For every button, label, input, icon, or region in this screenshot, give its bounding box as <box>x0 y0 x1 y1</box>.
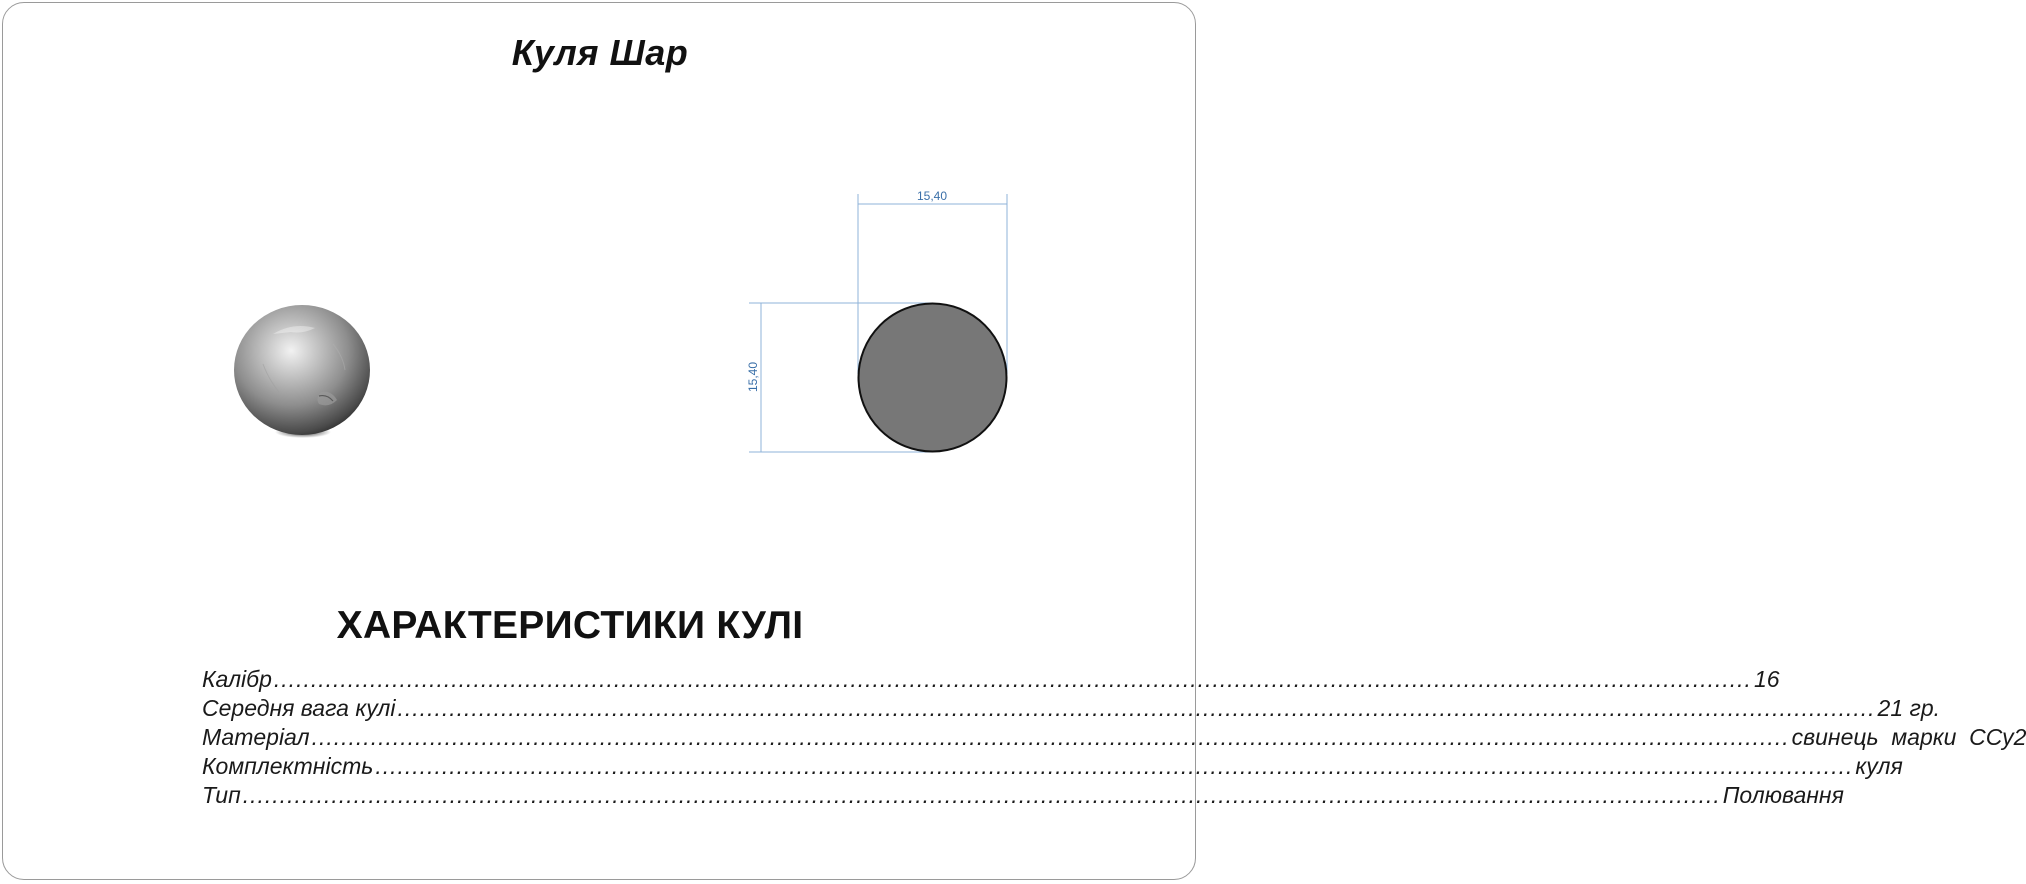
spec-row-material <box>202 724 2026 753</box>
dot-leader: ........................................................................................................................................................................................................ <box>375 753 1854 779</box>
spec-value: Полювання <box>1722 782 1844 808</box>
spec-label: Калібр <box>202 666 272 692</box>
dot-leader: ........................................................................................................................................................................................................ <box>273 666 1752 692</box>
product-title: Куля Шар <box>511 32 689 73</box>
spec-label: Тип <box>202 782 241 808</box>
spec-value: куля <box>1855 753 1903 779</box>
spec-value: 16 <box>1753 666 1780 692</box>
dimension-drawing <box>735 180 1025 470</box>
width-dimension-label: 15,40 <box>916 189 948 203</box>
dot-leader: ........................................................................................................................................................................................................ <box>242 782 1721 808</box>
spec-label: Матеріал <box>202 724 310 750</box>
dot-leader: ........................................................................................................................................................................................................ <box>397 695 1876 721</box>
spec-label: Комплектність <box>202 753 374 779</box>
ball-cross-section <box>859 304 1007 452</box>
spec-row-weight <box>202 695 1941 724</box>
bullet-photo <box>233 304 371 440</box>
height-dimension-label: 15,40 <box>746 361 760 393</box>
spec-value: 21 гр. <box>1877 695 1941 721</box>
characteristics-heading: ХАРАКТЕРИСТИКИ КУЛІ <box>336 604 804 647</box>
spec-label: Середня вага кулі <box>202 695 396 721</box>
specs-list <box>202 666 2026 811</box>
spec-value: свинець марки ССу2 <box>1791 724 2026 750</box>
spec-row-completeness <box>202 753 1903 782</box>
spec-row-caliber <box>202 666 1780 695</box>
dot-leader: ........................................................................................................................................................................................................ <box>311 724 1790 750</box>
spec-row-type <box>202 782 1844 811</box>
